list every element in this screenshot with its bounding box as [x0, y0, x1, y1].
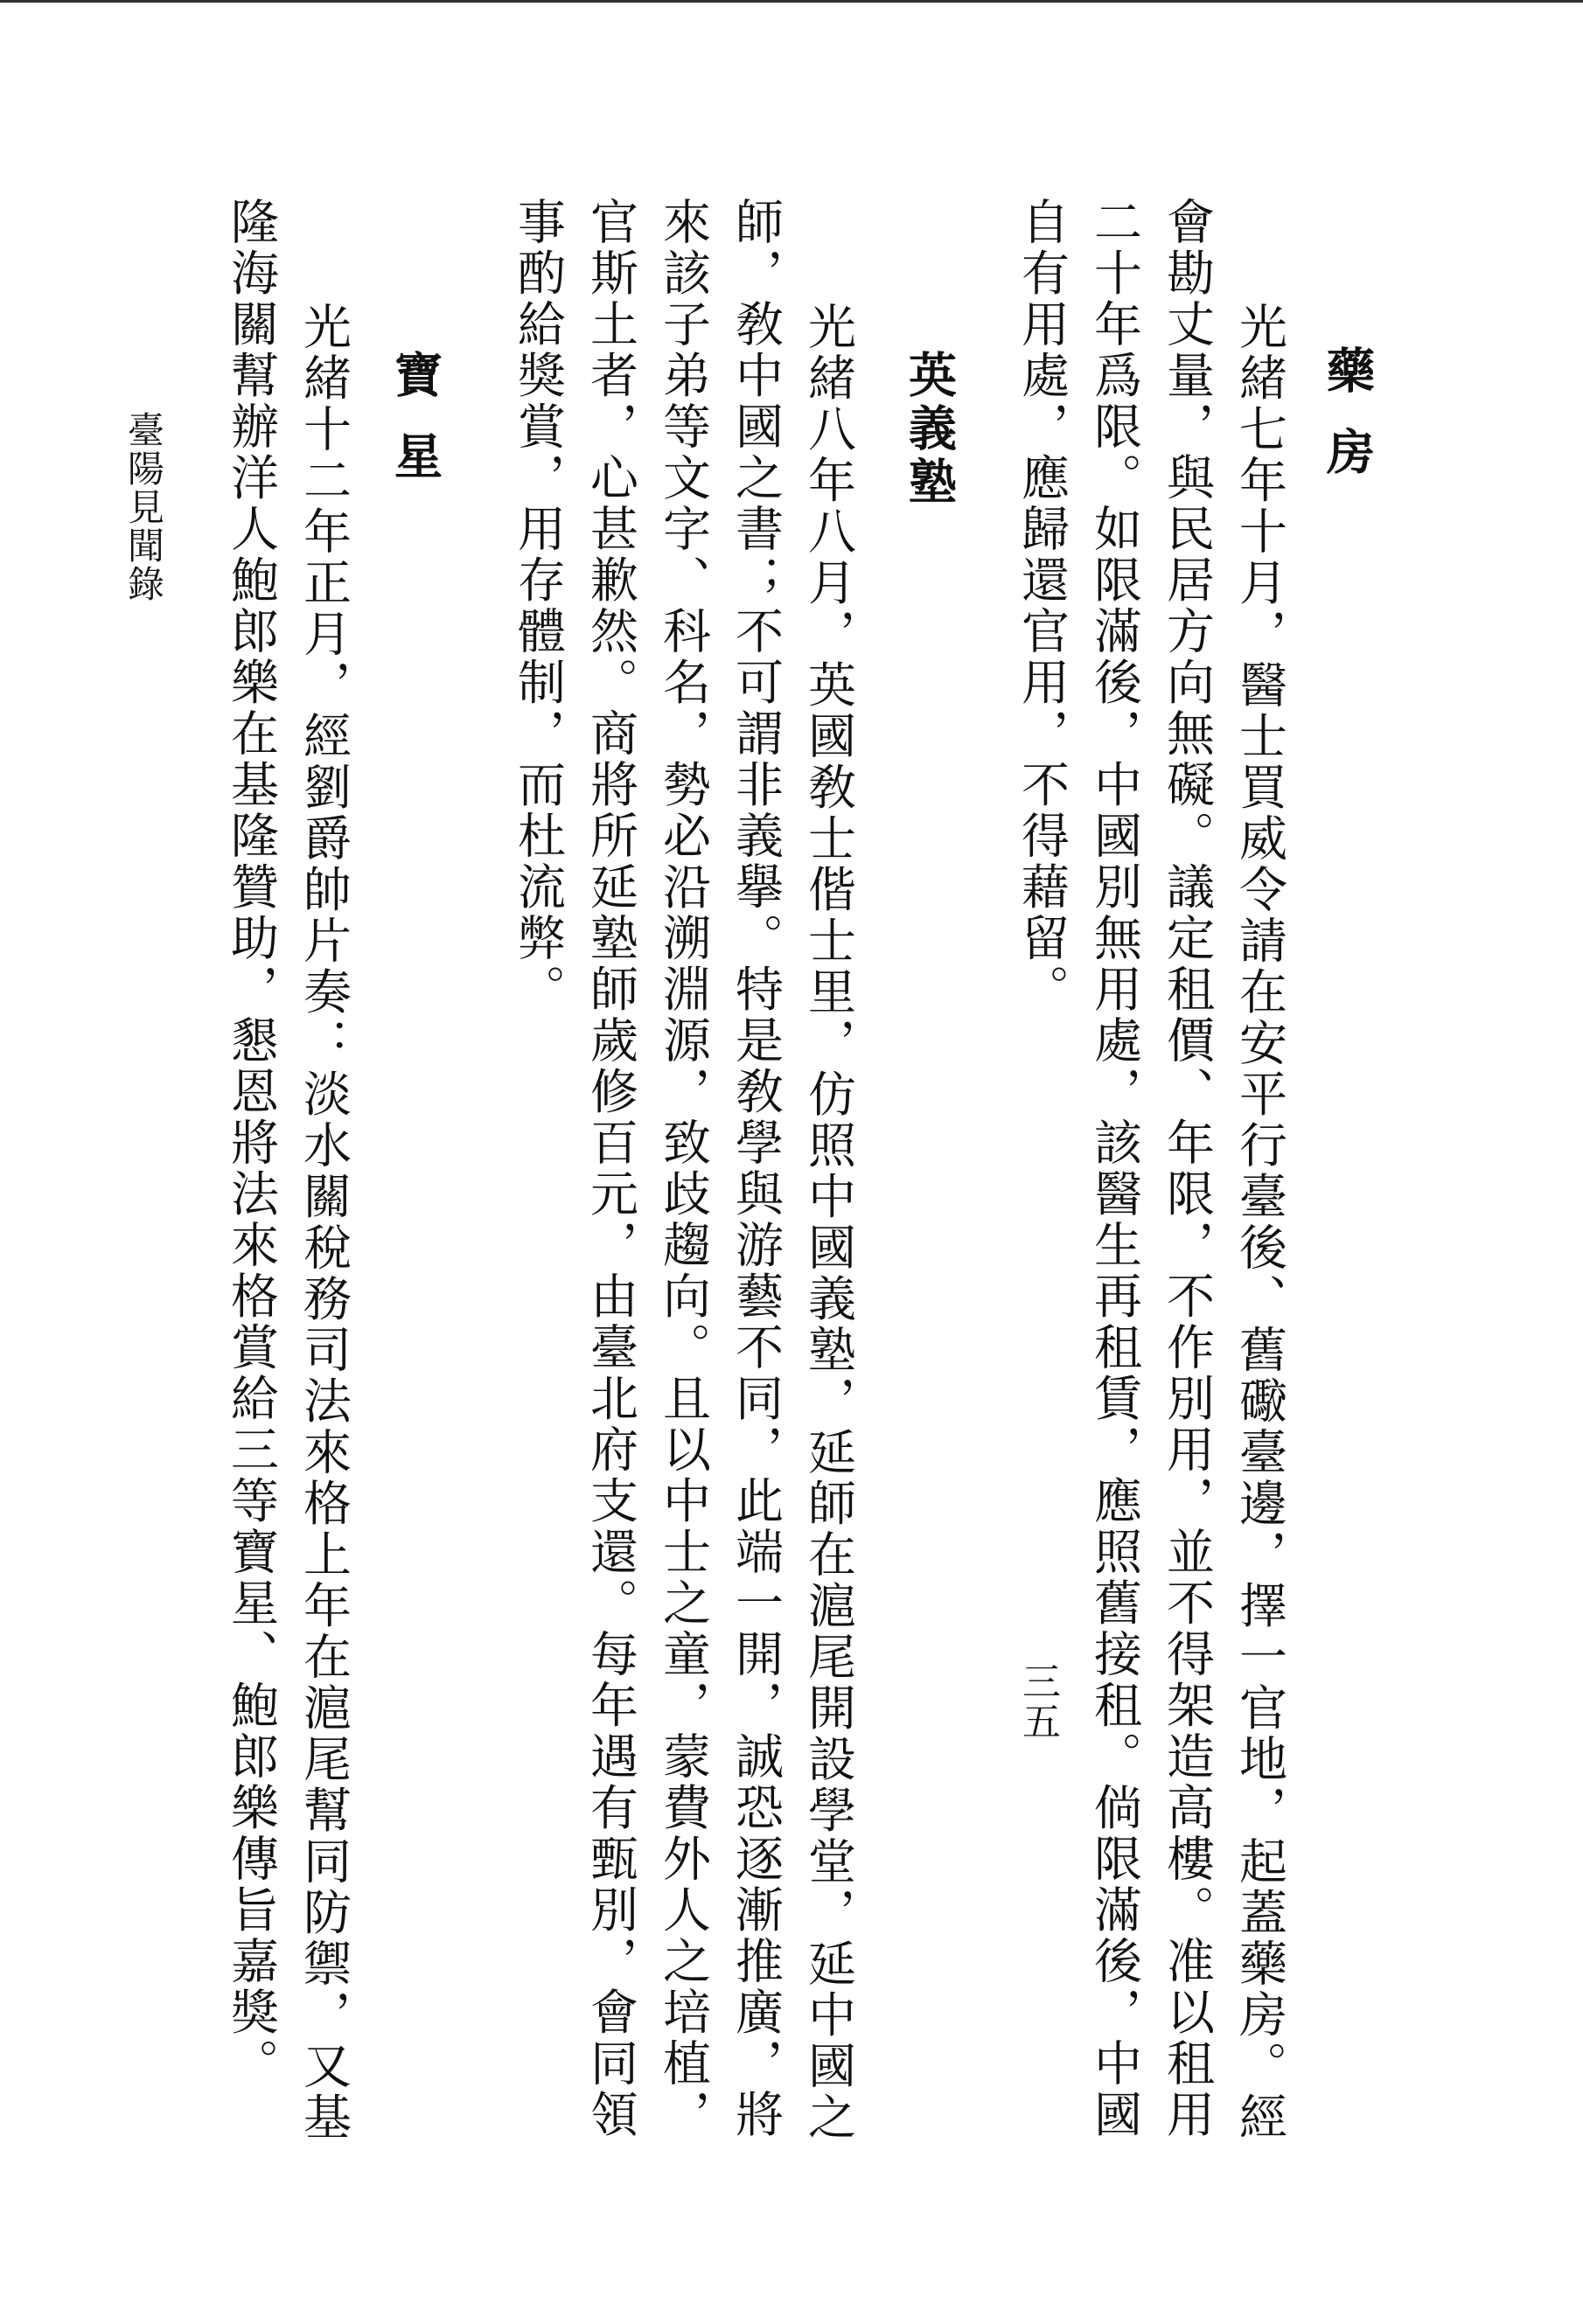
text-column: 光緒八年八月，英國敎士偕士里，仿照中國義塾，延師在滬尾開設學堂，延中國之 — [800, 302, 856, 2143]
text-column: 二十年爲限。如限滿後，中國別無用處，該醫生再租賃，應照舊接租。倘限滿後，中國 — [1086, 197, 1142, 2140]
text-column: 光緒七年十月，醫士買威令請在安平行臺後、舊礮臺邊，擇一官地，起蓋藥房。經 — [1231, 302, 1287, 2143]
text-column: 會勘丈量，與民居方向無礙。議定租價、年限，不作別用，並不得架造高樓。准以租用 — [1159, 197, 1215, 2140]
text-column: 自有用處，應歸還官用，不得藉留。 — [1014, 197, 1070, 1015]
top-border — [0, 0, 1583, 3]
text-column: 光緒十二年正月，經劉爵帥片奏：淡水關稅務司法來格上年在滬尾幫同防禦，又基 — [296, 302, 352, 2143]
section-heading-pharmacy: 藥房 — [1319, 345, 1376, 508]
text-column: 官斯土者，心甚歉然。商將所延塾師歲修百元，由臺北府支還。每年遇有甄別，會同領 — [582, 197, 638, 2140]
text-column: 隆海關幫辦洋人鮑郎樂在基隆贊助，懇恩將法來格賞給三等寶星、鮑郎樂傳旨嘉獎。 — [223, 197, 279, 2090]
book-title: 臺陽見聞錄 — [122, 411, 165, 603]
section-heading-precious-star: 寶星 — [387, 350, 443, 512]
text-column: 事酌給獎賞，用存體制，而杜流弊。 — [510, 197, 566, 1015]
page-number: 三五 — [1015, 1661, 1060, 1742]
text-column: 來該子弟等文字、科名，勢必沿溯淵源，致歧趨向。且以中士之童，蒙費外人之培植， — [655, 197, 711, 2140]
text-column: 師，敎中國之書；不可謂非義擧。特是敎學與游藝不同，此端一開，誠恐逐漸推廣，將 — [728, 197, 784, 2140]
section-heading-english-school: 英義塾 — [901, 350, 958, 510]
